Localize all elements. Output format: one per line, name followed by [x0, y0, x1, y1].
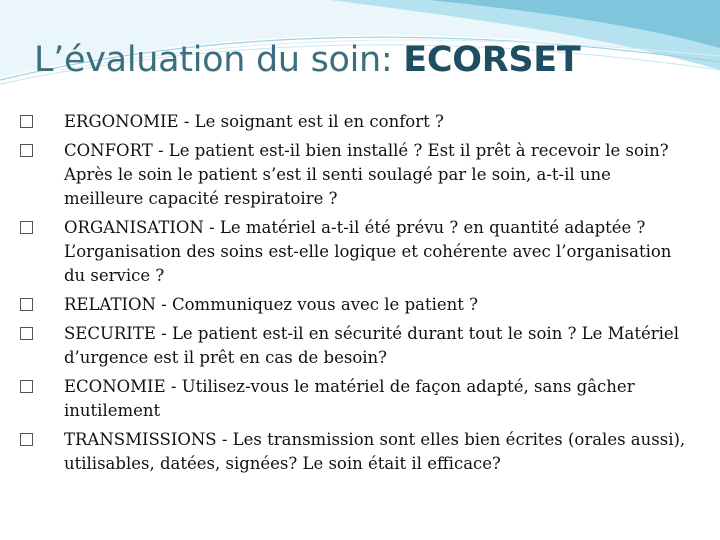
item-keyword: ERGONOMIE	[64, 112, 179, 131]
item-keyword: SECURITE	[64, 324, 156, 343]
slide-title	[34, 40, 580, 80]
item-text: - Utilisez-vous le matériel de façon adapté, sans gâcher inutilement	[64, 377, 635, 420]
list-item	[20, 375, 690, 423]
square-bullet-icon	[20, 327, 33, 340]
list-item	[20, 293, 690, 317]
square-bullet-icon	[20, 144, 33, 157]
square-bullet-icon	[20, 221, 33, 234]
square-bullet-icon	[20, 115, 33, 128]
item-text: - Le patient est-il en sécurité durant tout le soin ? Le Matériel d’urgence est il prêt en cas de besoin?	[64, 324, 679, 367]
item-text: - Le soignant est il en confort ?	[178, 112, 444, 131]
list-item	[20, 216, 690, 288]
title-prefix: L’évaluation du soin:	[34, 40, 404, 80]
list-item	[20, 322, 690, 370]
list-item	[20, 110, 690, 134]
item-keyword: ORGANISATION	[64, 218, 204, 237]
square-bullet-icon	[20, 433, 33, 446]
title-emphasis: ECORSET	[403, 40, 581, 80]
item-keyword: CONFORT	[64, 141, 153, 160]
item-text: - Le matériel a-t-il été prévu ? en quantité adaptée ? L’organisation des soins est-elle logique et cohérente avec l’organisation du service ?	[64, 218, 672, 285]
square-bullet-icon	[20, 298, 33, 311]
list-item	[20, 428, 690, 476]
item-keyword: RELATION	[64, 295, 156, 314]
item-text: - Le patient est-il bien installé ? Est il prêt à recevoir le soin? Après le soin le patient s’est il senti soulagé par le soin, a-t-il une meilleure capacité respiratoire ?	[64, 141, 669, 208]
item-keyword: ECONOMIE	[64, 377, 166, 396]
item-keyword: TRANSMISSIONS	[64, 430, 217, 449]
square-bullet-icon	[20, 380, 33, 393]
list-item	[20, 139, 690, 211]
item-text: - Les transmission sont elles bien écrites (orales aussi), utilisables, datées, signées? Le soin était il efficace?	[64, 430, 686, 473]
item-text: - Communiquez vous avec le patient ?	[155, 295, 478, 314]
criteria-list	[20, 110, 690, 481]
